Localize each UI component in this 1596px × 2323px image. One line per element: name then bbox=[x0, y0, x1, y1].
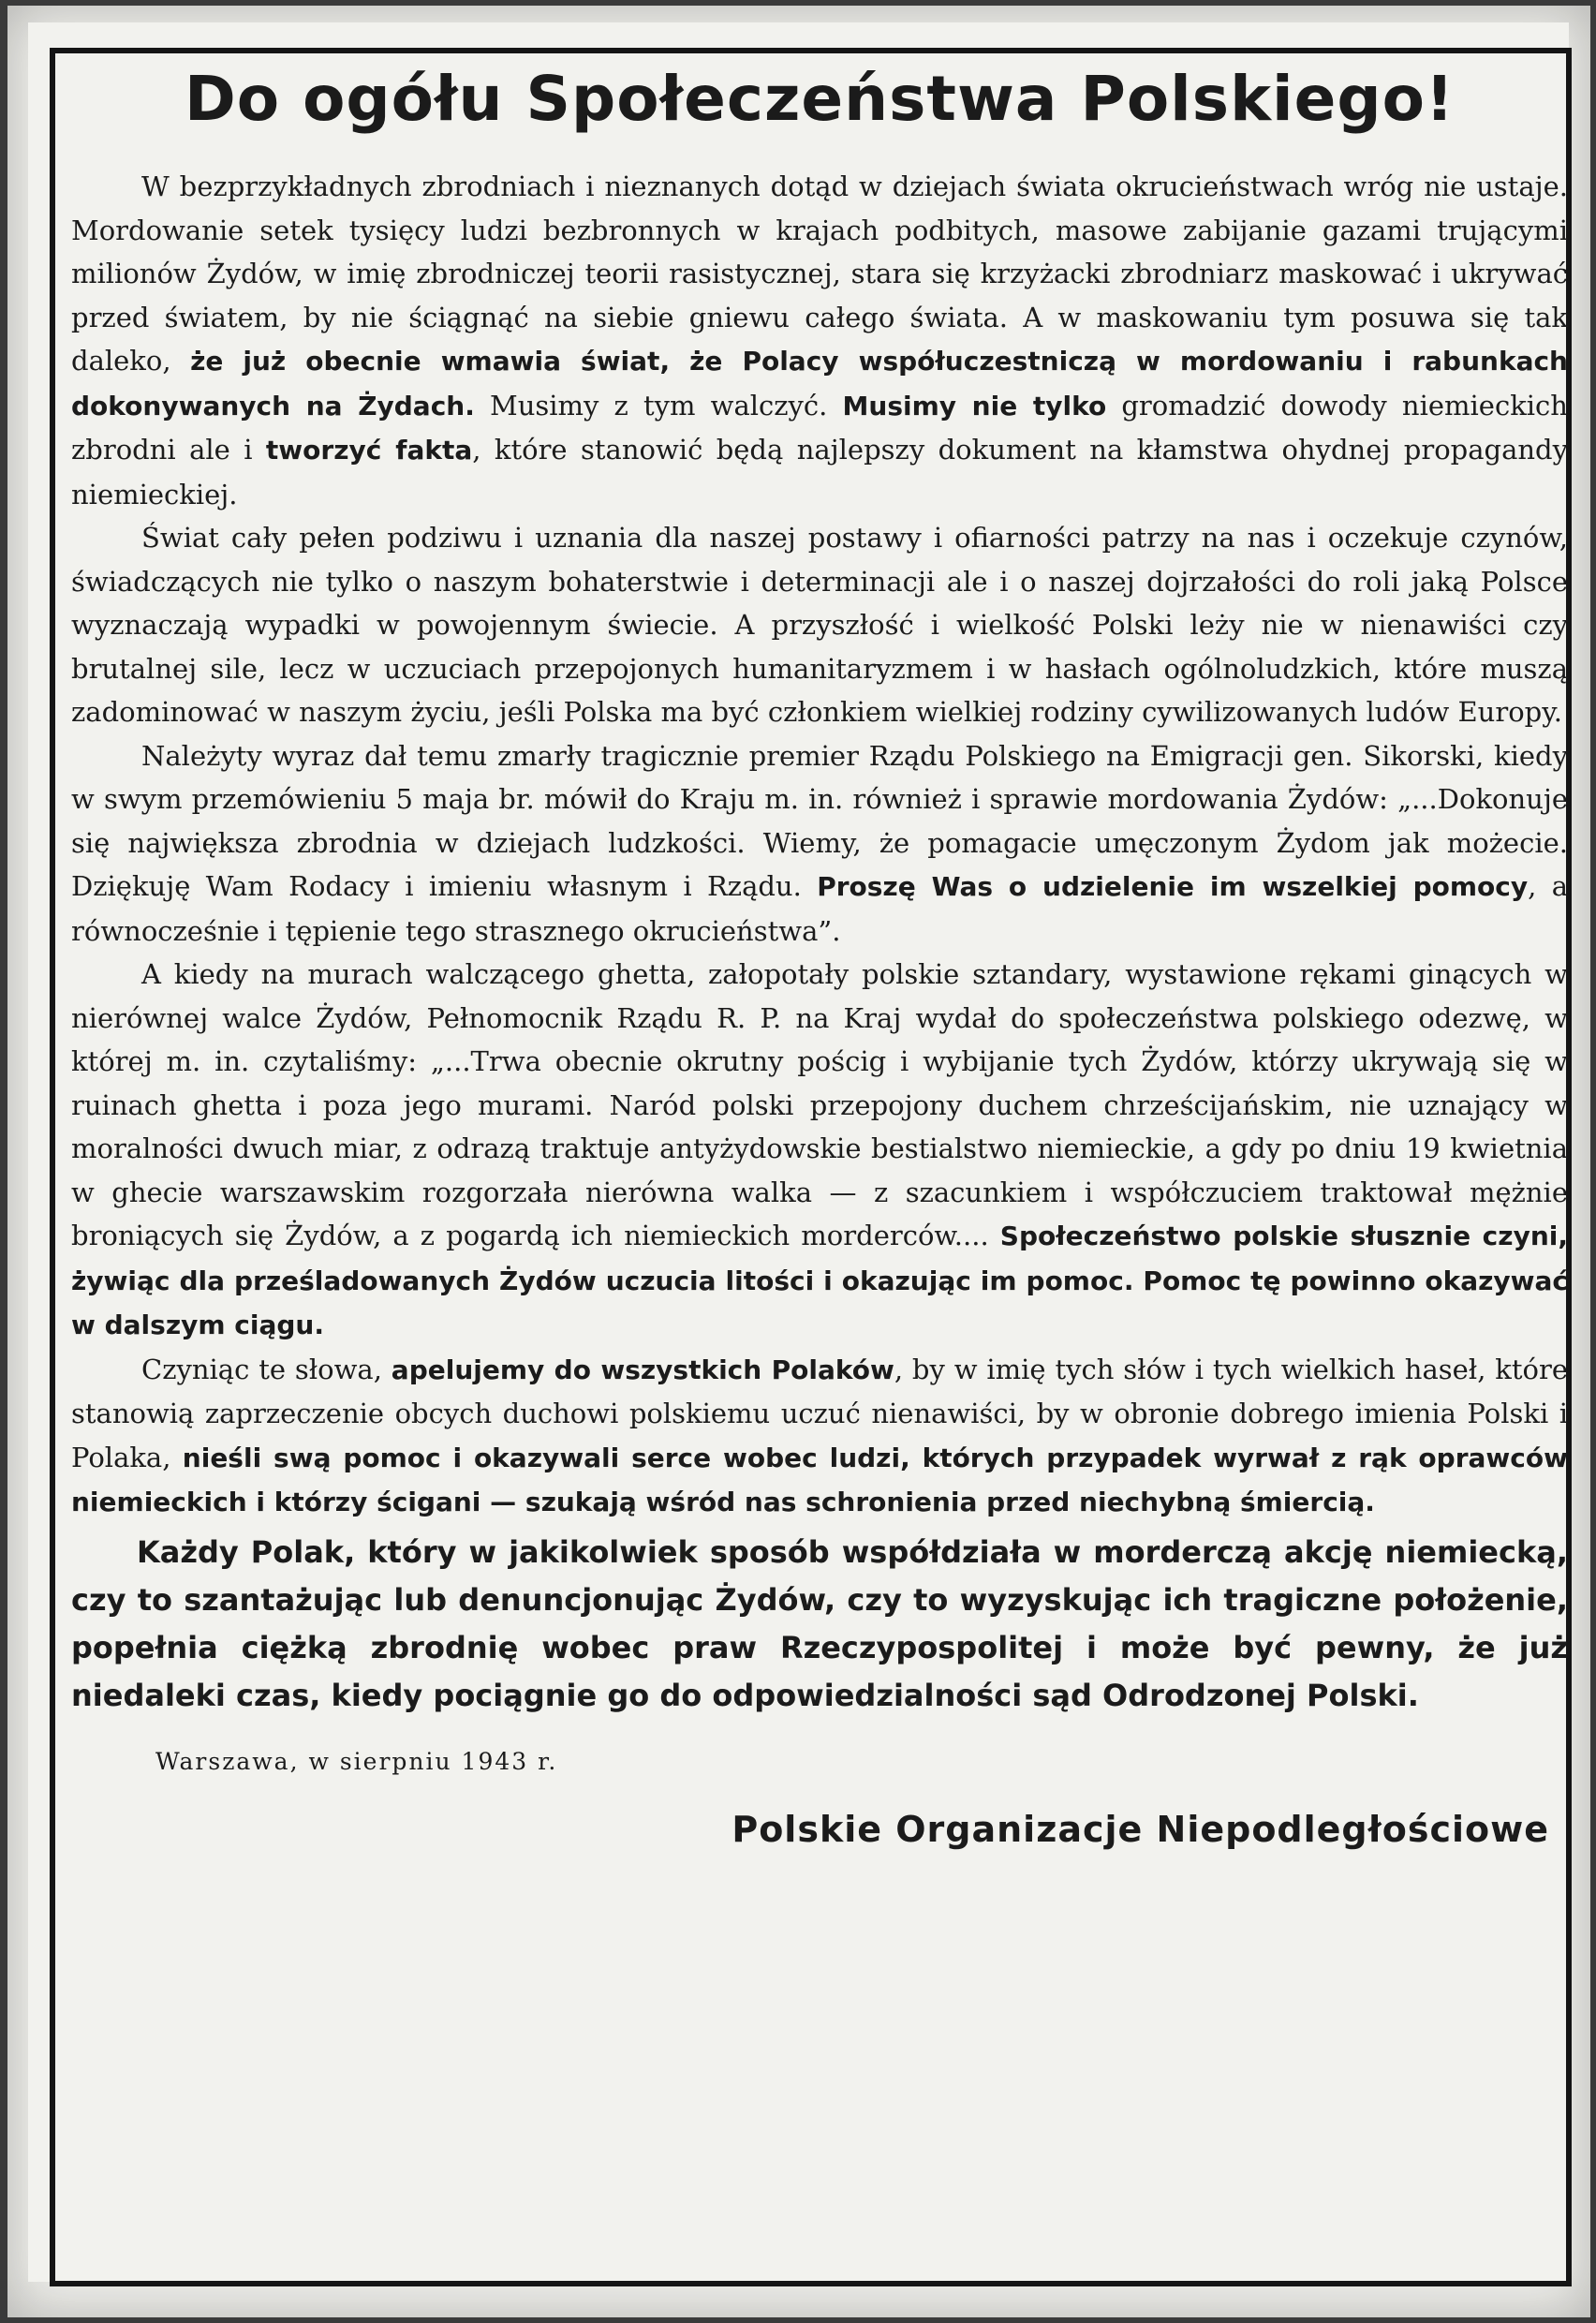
place-and-date: Warszawa, w sierpniu 1943 r. bbox=[155, 1747, 558, 1775]
document-title: Do ogółu Społeczeństwa Polskiego! bbox=[184, 63, 1456, 135]
paragraph-5 bbox=[71, 1348, 1568, 1525]
paragraph-3-text-b: Proszę Was o udzielenie im wszelkiej pomocy bbox=[817, 871, 1529, 902]
paragraph-1-text-g: , które stanowić będą najlepszy dokument na kłamstwa ohydnej propagandy niemieckiej. bbox=[71, 434, 1568, 510]
paragraph-5-text-b: apelujemy do wszystkich Polaków bbox=[391, 1354, 894, 1385]
paragraph-4-text-a: A kiedy na murach walczącego ghetta, załopotały polskie sztandary, wystawione rękami ginących w nierównej walce Żydów, Pełnomocnik Rządu R. P. na Kraj wydał do społeczeństwa polskiego odezwę, w której m. in. czytaliśmy: „...Trwa obecnie okrutny pościg i wybijanie tych Żydów, którzy ukrywają się w ruinach ghetta i poza jego murami. Naród polski przepojony duchem chrześcijańskim, nie uznający w moralności dwuch miar, z odrazą traktuje antyżydowskie bestialstwo niemieckie, a gdy po dniu 19 kwietnia w ghecie warszawskim rozgorzała nierówna walka — z szacunkiem i współczuciem traktował mężnie broniących się Żydów, a z pogardą ich niemieckich morderców.... bbox=[71, 958, 1568, 1251]
paragraph-1-text-f: tworzyć fakta bbox=[265, 435, 473, 466]
paragraph-1-text-e: gromadzić dowody niemieckich zbrodni ale i bbox=[71, 389, 1568, 466]
document-content bbox=[71, 62, 1568, 2291]
paragraph-1-text-d: Musimy nie tylko bbox=[842, 390, 1107, 422]
paragraph-3-text-c: , a równocześnie i tępienie tego strasznego okrucieństwa”. bbox=[71, 870, 1568, 947]
scanned-page bbox=[7, 6, 1590, 2317]
paragraph-5-text-d: nieśli swą pomoc i okazywali serce wobec ludzi, których przypadek wyrwał z rąk oprawców niemieckich i którzy ścigani — szukają wśród nas schronienia przed niechybną śmiercią. bbox=[71, 1442, 1568, 1517]
paragraph-3-text-a: Należyty wyraz dał temu zmarły tragicznie premier Rządu Polskiego na Emigracji gen. Sikorski, kiedy w swym przemówieniu 5 maja br. mówił do Kraju m. in. również i sprawie mordowania Żydów: „...Dokonuje się największa zbrodnia w dziejach ludzkości. Wiemy, że pomagacie umęczonym Żydom jak możecie. Dziękuję Wam Rodacy i imieniu własnym i Rządu. bbox=[71, 739, 1568, 902]
paragraph-1-text-b: że już obecnie wmawia świat, że Polacy współuczestniczą w mordowaniu i rabunkach dokonywanych na Żydach. bbox=[71, 346, 1568, 422]
paragraph-4-text-b: Społeczeństwo polskie słusznie czyni, żywiąc dla prześladowanych Żydów uczucia litości i okazując im pomoc. Pomoc tę powinno okazywać w dalszym ciągu. bbox=[71, 1221, 1568, 1340]
paragraph-1 bbox=[71, 165, 1568, 516]
signature: Polskie Organizacje Niepodległościowe bbox=[732, 1808, 1549, 1850]
paragraph-1-text-c: Musimy z tym walczyć. bbox=[474, 389, 843, 422]
paragraph-5-text-a: Czyniąc te słowa, bbox=[141, 1353, 392, 1385]
paragraph-1-text-a: W bezprzykładnych zbrodniach i nieznanych dotąd w dziejach świata okrucieństwach wróg nie ustaje. Mordowanie setek tysięcy ludzi bezbronnych w krajach podbitych, masowe zabijanie gazami trującymi milionów Żydów, w imię zbrodniczej teorii rasistycznej, stara się krzyżacki zbrodniarz maskować i ukrywać przed światem, by nie ściągnąć na siebie gniewu całego świata. A w maskowaniu tym posuwa się tak daleko, bbox=[71, 170, 1568, 377]
paragraph-4 bbox=[71, 953, 1568, 1348]
paragraph-5-text-c: , by w imię tych słów i tych wielkich haseł, które stanowią zaprzeczenie obcych duchowi polskiemu uczuć nienawiści, by w obronie dobrego imienia Polski i Polaka, bbox=[71, 1353, 1568, 1473]
final-warning-paragraph: Każdy Polak, który w jakikolwiek sposób współdziała w morderczą akcję niemiecką, czy to szantażując lub denuncjonując Żydów, czy to wyzyskując ich tragiczne położenie, popełnia ciężką zbrodnię wobec praw Rzeczypospolitej i może być pewny, że już niedaleki czas, kiedy pociągnie go do odpowiedzialności sąd Odrodzonej Polski. bbox=[71, 1533, 1568, 1713]
paragraph-3 bbox=[71, 734, 1568, 954]
paragraph-2: Świat cały pełen podziwu i uznania dla naszej postawy i ofiarności patrzy na nas i oczekuje czynów, świadczących nie tylko o naszym bohaterstwie i determinacji ale i o naszej dojrzałości do roli jaką Polsce wyznaczają wypadki w powojennym świecie. A przyszłość i wielkość Polski leży nie w nienawiści czy brutalnej sile, lecz w uczuciach przepojonych humanitaryzmem i w hasłach ogólnoludzkich, które muszą zadominować w naszym życiu, jeśli Polska ma być członkiem wielkiej rodziny cywilizowanych ludów Europy. bbox=[71, 522, 1568, 728]
